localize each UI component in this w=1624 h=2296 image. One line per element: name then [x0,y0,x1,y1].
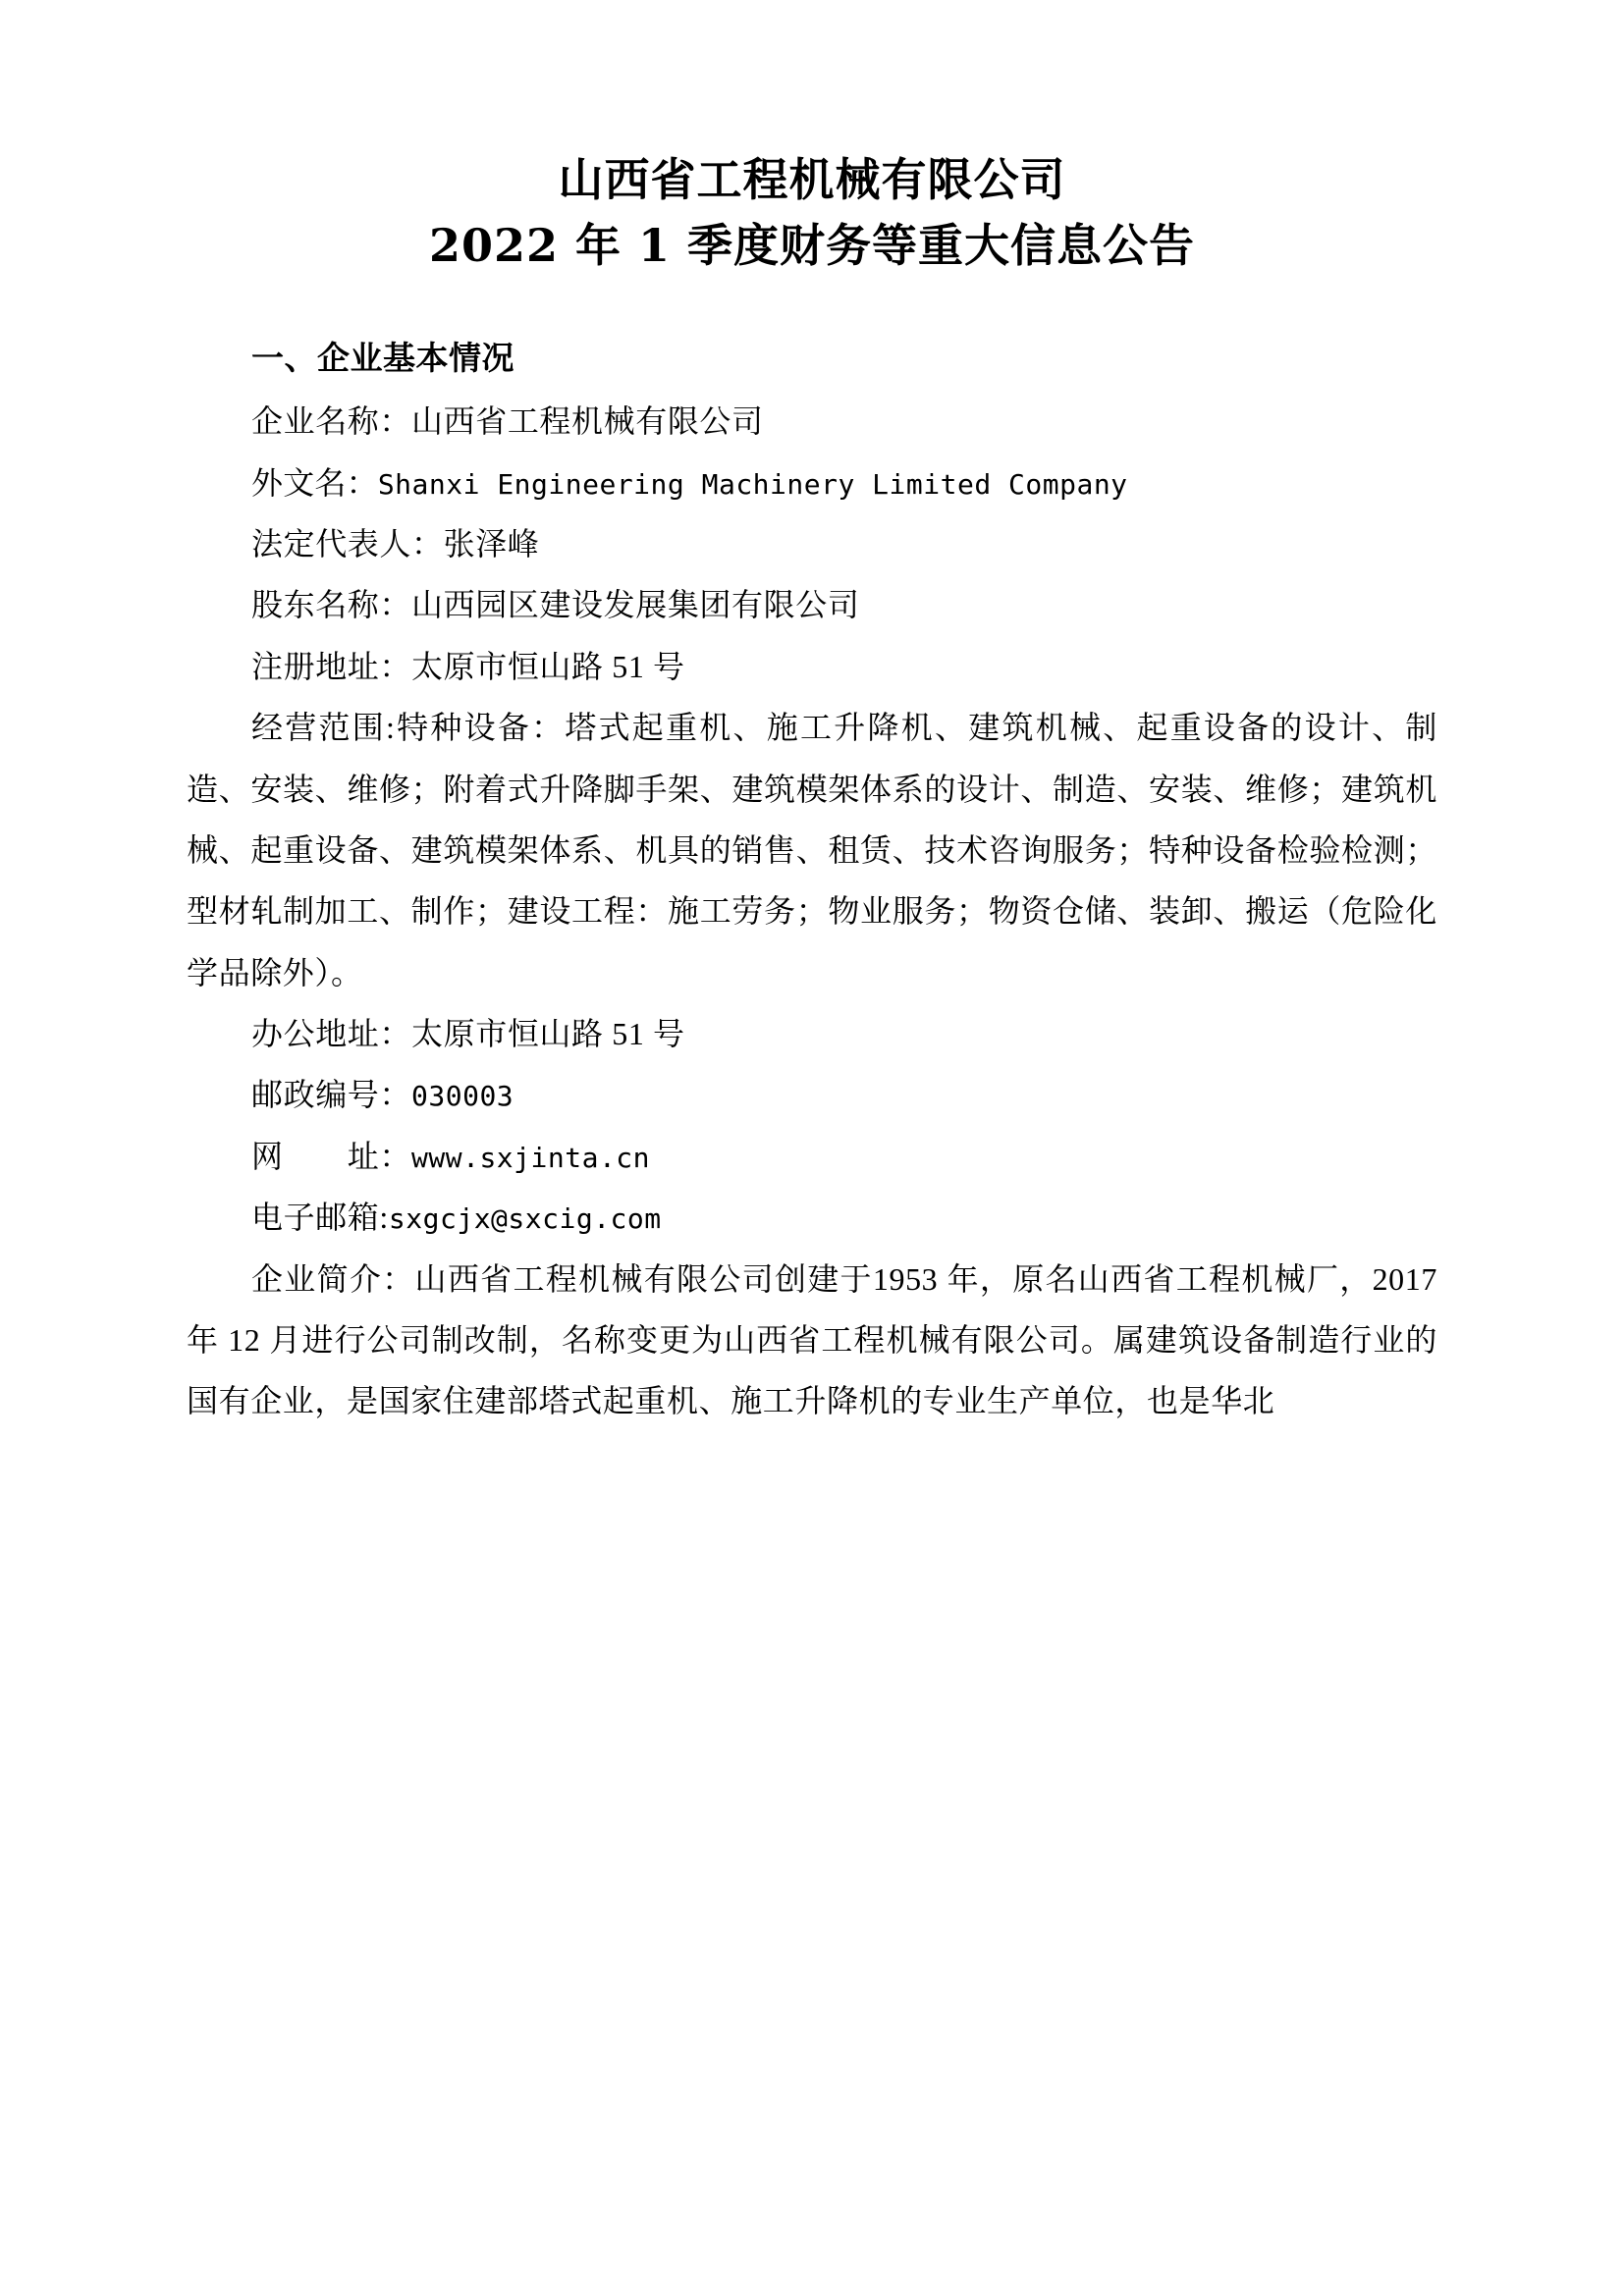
title-line-2: 2022 年 1 季度财务等重大信息公告 [428,218,1196,272]
field-registered-address-label: 注册地址： [251,648,412,684]
field-website-value: www.sxjinta.cn [411,1141,651,1174]
field-legal-representative-value: 张泽峰 [443,525,540,561]
field-postal-code-label: 邮政编号： [251,1077,412,1113]
field-business-scope-label: 经营范围: [251,710,396,746]
field-company-name-label: 企业名称： [251,403,412,440]
field-email-value: sxgcjx@sxcig.com [388,1202,662,1236]
field-office-address [187,1003,1437,1064]
field-shareholder-name [187,574,1437,635]
field-company-name [187,391,1437,452]
field-office-address-label: 办公地址： [251,1016,412,1052]
field-registered-address [187,636,1437,697]
field-legal-representative-label: 法定代表人： [251,525,444,561]
field-company-profile-value: 山西省工程机械有限公司创建于1953 年，原名山西省工程机械厂，2017 年 12 月进行公司制改制，名称变更为山西省工程机械有限公司。属建筑设备制造行业的国有企业，是国家住建部塔式起重机、施工升降机的专业生产单位，也是华北 [187,1260,1437,1419]
field-company-name-value: 山西省工程机械有限公司 [411,403,764,440]
page-title [187,147,1437,278]
section-heading-company-basics: 一、企业基本情况 [251,339,514,378]
field-business-scope-value: 特种设备：塔式起重机、施工升降机、建筑机械、起重设备的设计、制造、安装、维修；附着式升降脚手架、建筑模架体系的设计、制造、安装、维修；建筑机械、起重设备、建筑模架体系、机具的销售、租赁、技术咨询服务；特种设备检验检测；型材轧制加工、制作；建设工程：施工劳务；物业服务；物资仓储、装卸、搬运（危险化学品除外）。 [187,710,1437,990]
field-postal-code [187,1064,1437,1125]
field-shareholder-name-label: 股东名称： [251,587,412,623]
field-postal-code-value: 030003 [411,1080,514,1113]
field-email-label: 电子邮箱: [251,1200,389,1236]
field-website-label: 网 址： [251,1138,412,1174]
field-shareholder-name-value: 山西园区建设发展集团有限公司 [411,587,860,623]
field-foreign-name-value: Shanxi Engineering Machinery Limited Company [377,467,1128,501]
field-registered-address-value: 太原市恒山路 51 号 [411,648,685,684]
field-foreign-name-label: 外文名： [251,464,378,501]
field-foreign-name [187,453,1437,513]
field-business-scope [187,697,1437,1003]
field-office-address-value: 太原市恒山路 51 号 [411,1016,685,1052]
field-email [187,1187,1437,1248]
field-website [187,1126,1437,1187]
field-company-profile-label: 企业简介： [251,1260,415,1297]
field-company-profile [187,1249,1437,1432]
title-line-1: 山西省工程机械有限公司 [558,153,1066,206]
field-legal-representative [187,513,1437,574]
